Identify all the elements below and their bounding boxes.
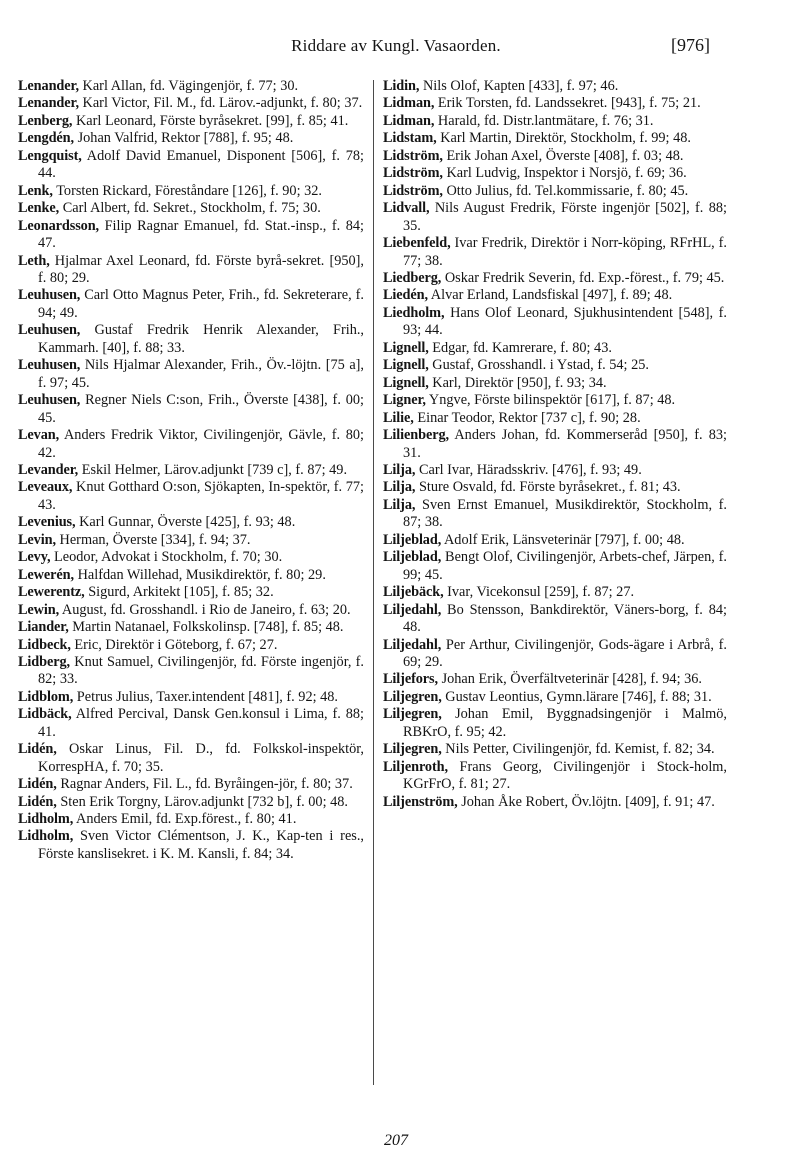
- entry-surname: Lidström,: [383, 165, 443, 182]
- entry-details: Bo Stensson, Bankdirektör, Väners-borg, f. 84; 48.: [403, 601, 727, 636]
- entry-details: Per Arthur, Civilingenjör, Gods-ägare i Arbrå, f. 69; 29.: [403, 636, 728, 670]
- register-entry: [18, 200, 364, 217]
- register-entry: [18, 392, 364, 427]
- entry-details: Herman, Överste [334], f. 94; 37.: [59, 531, 251, 548]
- entry-surname: Lidman,: [383, 112, 435, 129]
- entry-details: Carl Otto Magnus Peter, Frih., fd. Sekreterare, f. 94; 49.: [38, 287, 365, 321]
- entry-surname: Lidholm,: [18, 828, 74, 845]
- page-header: [18, 36, 774, 62]
- entry-surname: Levan,: [18, 427, 60, 444]
- entry-details: Johan Valfrid, Rektor [788], f. 95; 48.: [77, 130, 294, 147]
- register-entry: [383, 549, 727, 584]
- register-entry: [18, 619, 364, 636]
- entry-surname: Lidman,: [383, 95, 435, 112]
- entry-surname: Liljenroth,: [383, 758, 448, 775]
- register-entry: [18, 427, 364, 462]
- entry-details: Ivar, Vicekonsul [259], f. 87; 27.: [447, 584, 635, 601]
- register-entry: [18, 828, 364, 863]
- register-entry: [383, 637, 727, 672]
- entry-details: Karl, Direktör [950], f. 93; 34.: [432, 374, 607, 391]
- entry-details: Ragnar Anders, Fil. L., fd. Byråingen-jör, f. 80; 37.: [60, 776, 353, 793]
- register-entry: [383, 689, 727, 706]
- entry-surname: Lengquist,: [18, 147, 82, 164]
- entry-surname: Lidholm,: [18, 811, 74, 828]
- entry-surname: Leuhusen,: [18, 287, 81, 304]
- entry-surname: Lidberg,: [18, 653, 71, 670]
- entry-surname: Lenander,: [18, 95, 79, 112]
- register-entry: [383, 759, 727, 794]
- register-entry: [383, 706, 727, 741]
- entry-surname: Ligner,: [383, 392, 426, 409]
- entry-surname: Liljenström,: [383, 793, 458, 810]
- entry-surname: Lidström,: [383, 182, 443, 199]
- register-entry: [18, 794, 364, 811]
- register-entry: [18, 130, 364, 147]
- entry-surname: Liljebäck,: [383, 584, 444, 601]
- entry-details: Hans Olof Leonard, Sjukhusintendent [548], f. 93; 44.: [403, 304, 728, 339]
- entry-surname: Liljeblad,: [383, 531, 442, 548]
- register-entry: [18, 654, 364, 689]
- entry-surname: Lignell,: [383, 374, 429, 391]
- entry-surname: Liljegren,: [383, 688, 442, 705]
- register-entry: [383, 671, 727, 688]
- entry-details: Johan Emil, Byggnadsingenjör i Malmö, RBKrO, f. 95; 42.: [403, 706, 728, 740]
- entry-surname: Lidbeck,: [18, 636, 71, 653]
- entry-surname: Lengdén,: [18, 130, 75, 147]
- entry-details: Leodor, Advokat i Stockholm, f. 70; 30.: [54, 549, 283, 566]
- register-entry: [383, 410, 727, 427]
- register-entry: [18, 462, 364, 479]
- entry-details: Nils Petter, Civilingenjör, fd. Kemist, f. 82; 34.: [445, 741, 715, 758]
- register-entry: [18, 95, 364, 112]
- entry-details: Adolf Erik, Länsveterinär [797], f. 00; 48.: [443, 531, 685, 548]
- entry-details: Yngve, Förste bilinspektör [617], f. 87; 48.: [428, 392, 676, 409]
- entry-details: Hjalmar Axel Leonard, fd. Förste byrå-sekret. [950], f. 80; 29.: [38, 252, 364, 286]
- register-entry: [383, 148, 727, 165]
- entry-surname: Lidén,: [18, 776, 57, 793]
- register-entry: [383, 130, 727, 147]
- bracketed-page-number: [976]: [671, 35, 710, 55]
- entry-surname: Lidbäck,: [18, 706, 72, 723]
- register-entry: [18, 549, 364, 566]
- register-entry: [18, 637, 364, 654]
- register-entry: [18, 741, 364, 776]
- entry-details: Erik Torsten, fd. Landssekret. [943], f. 75; 21.: [437, 95, 701, 112]
- register-entry: [383, 497, 727, 532]
- entry-surname: Leuhusen,: [18, 322, 81, 339]
- entry-details: Alvar Erland, Landsfiskal [497], f. 89; 48.: [430, 287, 673, 304]
- entry-surname: Leth,: [18, 252, 50, 269]
- entry-details: Anders Johan, fd. Kommerseråd [950], f. 83; 31.: [403, 427, 727, 461]
- entry-surname: Levander,: [18, 461, 79, 478]
- register-entry: [383, 183, 727, 200]
- register-entry: [383, 305, 727, 340]
- entry-surname: Liljedahl,: [383, 636, 442, 653]
- entry-surname: Levenius,: [18, 514, 76, 531]
- register-entry: [18, 811, 364, 828]
- entry-details: Sigurd, Arkitekt [105], f. 85; 32.: [88, 584, 274, 601]
- register-entry: [383, 427, 727, 462]
- entry-details: Sture Osvald, fd. Förste byråsekret., f. 81; 43.: [418, 479, 681, 496]
- entry-surname: Levy,: [18, 549, 51, 566]
- entry-surname: Lilja,: [383, 461, 416, 478]
- entry-details: Torsten Rickard, Föreståndare [126], f. 90; 32.: [56, 182, 322, 199]
- entry-details: Halfdan Willehad, Musikdirektör, f. 80; 29.: [77, 566, 326, 583]
- register-entry: [18, 706, 364, 741]
- entry-details: Sven Victor Clémentson, J. K., Kap-ten i res., Förste kanslisekret. i K. M. Kansli, f. 84; 34.: [38, 828, 365, 862]
- entry-surname: Lewin,: [18, 601, 60, 618]
- entry-details: Karl Victor, Fil. M., fd. Lärov.-adjunkt, f. 80; 37.: [82, 95, 363, 112]
- entry-surname: Lenke,: [18, 200, 60, 217]
- entry-surname: Liljeblad,: [383, 549, 442, 566]
- entry-details: Nils Olof, Kapten [433], f. 97; 46.: [422, 78, 619, 94]
- entry-surname: Liljegren,: [383, 741, 442, 758]
- register-entry: [18, 218, 364, 253]
- entry-details: Gustaf, Grosshandl. i Ystad, f. 54; 25.: [432, 357, 649, 374]
- register-entry: [383, 95, 727, 112]
- entry-surname: Lidén,: [18, 741, 57, 758]
- entry-details: Adolf David Emanuel, Disponent [506], f. 78; 44.: [38, 147, 364, 182]
- entry-details: Knut Samuel, Civilingenjör, fd. Förste ingenjör, f. 82; 33.: [38, 653, 365, 688]
- running-title: Riddare av Kungl. Vasaorden.: [291, 36, 501, 55]
- register-entry: [383, 165, 727, 182]
- register-entry: [383, 479, 727, 496]
- entry-details: Edgar, fd. Kamrerare, f. 80; 43.: [432, 339, 612, 356]
- register-entry: [18, 567, 364, 584]
- entry-details: Erik Johan Axel, Överste [408], f. 03; 48.: [446, 147, 684, 164]
- entry-details: Frans Georg, Civilingenjör i Stock-holm, KGrFrO, f. 81; 27.: [403, 758, 727, 793]
- entry-surname: Levin,: [18, 531, 56, 548]
- register-entry: [383, 532, 727, 549]
- entry-details: Harald, fd. Distr.lantmätare, f. 76; 31.: [437, 112, 654, 129]
- entry-details: Karl Leonard, Förste byråsekret. [99], f. 85; 41.: [75, 112, 349, 129]
- entry-details: Carl Albert, fd. Sekret., Stockholm, f. 75; 30.: [62, 200, 321, 217]
- entry-details: Eskil Helmer, Lärov.adjunkt [739 c], f. 87; 49.: [81, 461, 348, 478]
- register-entry: [18, 479, 364, 514]
- register-entry: [18, 287, 364, 322]
- register-entry: [383, 357, 727, 374]
- register-entry: [18, 514, 364, 531]
- register-entry: [383, 235, 727, 270]
- entry-details: Anders Emil, fd. Exp.förest., f. 80; 41.: [76, 811, 297, 828]
- entry-surname: Lenk,: [18, 182, 53, 199]
- entry-surname: Lignell,: [383, 357, 429, 374]
- entry-details: Karl Ludvig, Inspektor i Norsjö, f. 69; 36.: [446, 165, 687, 182]
- entry-surname: Lilienberg,: [383, 427, 450, 444]
- register-entry: [383, 462, 727, 479]
- entry-details: Oskar Linus, Fil. D., fd. Folkskol-inspektör, KorrespHA, f. 70; 35.: [38, 741, 365, 775]
- entry-surname: Lignell,: [383, 339, 429, 356]
- entry-surname: Lidström,: [383, 147, 443, 164]
- entry-surname: Lilie,: [383, 409, 414, 426]
- entry-surname: Lidblom,: [18, 688, 74, 705]
- entry-surname: Lidin,: [383, 78, 420, 94]
- entry-details: Petrus Julius, Taxer.intendent [481], f. 92; 48.: [76, 688, 339, 705]
- entry-details: Gustaf Fredrik Henrik Alexander, Frih., Kammarh. [40], f. 88; 33.: [38, 322, 364, 356]
- entry-details: Carl Ivar, Häradsskriv. [476], f. 93; 49.: [418, 461, 642, 478]
- entry-details: Sven Ernst Emanuel, Musikdirektör, Stockholm, f. 87; 38.: [403, 496, 728, 531]
- left-column: [18, 78, 364, 863]
- register-entry: [383, 113, 727, 130]
- entry-surname: Lidvall,: [383, 200, 430, 217]
- entry-details: Otto Julius, fd. Tel.kommissarie, f. 80; 45.: [446, 182, 689, 199]
- register-entry: [383, 287, 727, 304]
- right-column: [383, 78, 727, 811]
- entry-surname: Lenberg,: [18, 112, 73, 129]
- entry-surname: Lidén,: [18, 793, 57, 810]
- entry-surname: Lewerentz,: [18, 584, 85, 601]
- entry-details: Sten Erik Torgny, Lärov.adjunkt [732 b], f. 00; 48.: [60, 793, 348, 810]
- entry-details: Martin Natanael, Folkskolinsp. [748], f. 85; 48.: [72, 619, 344, 636]
- entry-surname: Leuhusen,: [18, 357, 81, 374]
- entry-surname: Lilja,: [383, 479, 416, 496]
- entry-surname: Liander,: [18, 619, 69, 636]
- entry-surname: Lidstam,: [383, 130, 437, 147]
- register-entry: [383, 200, 727, 235]
- entry-details: Ivar Fredrik, Direktör i Norr-köping, RFrHL, f. 77; 38.: [403, 235, 727, 269]
- entry-surname: Lewerén,: [18, 566, 74, 583]
- register-entry: [18, 689, 364, 706]
- register-entry: [383, 270, 727, 287]
- entry-surname: Leuhusen,: [18, 392, 81, 409]
- entry-details: Karl Allan, fd. Vägingenjör, f. 77; 30.: [82, 78, 299, 94]
- register-entry: [383, 78, 727, 95]
- entry-surname: Leonardsson,: [18, 217, 100, 234]
- register-entry: [18, 113, 364, 130]
- register-entry: [383, 602, 727, 637]
- entry-surname: Liljefors,: [383, 671, 438, 688]
- register-entry: [383, 340, 727, 357]
- entry-details: Eric, Direktör i Göteborg, f. 67; 27.: [74, 636, 278, 653]
- register-entry: [18, 532, 364, 549]
- register-entry: [18, 584, 364, 601]
- entry-surname: Liljedahl,: [383, 601, 442, 618]
- register-entry: [18, 183, 364, 200]
- register-entry: [18, 148, 364, 183]
- entry-details: Johan Åke Robert, Öv.löjtn. [409], f. 91; 47.: [461, 793, 715, 810]
- entry-details: Regner Niels C:son, Frih., Överste [438], f. 00; 45.: [38, 392, 364, 426]
- entry-surname: Liebenfeld,: [383, 235, 451, 252]
- entry-details: Karl Martin, Direktör, Stockholm, f. 99; 48.: [440, 130, 691, 147]
- entry-details: Knut Gotthard O:son, Sjökapten, In-spektör, f. 77; 43.: [38, 479, 364, 513]
- entry-details: Gustav Leontius, Gymn.lärare [746], f. 88; 31.: [445, 688, 712, 705]
- footer-page-number: 207: [384, 1132, 408, 1149]
- entry-details: Nils Hjalmar Alexander, Frih., Öv.-löjtn. [75 a], f. 97; 45.: [38, 357, 364, 391]
- register-entry: [18, 322, 364, 357]
- entry-details: Filip Ragnar Emanuel, fd. Stat.-insp., f. 84; 47.: [38, 217, 365, 252]
- register-entry: [383, 794, 727, 811]
- register-entry: [383, 584, 727, 601]
- register-entry: [18, 776, 364, 793]
- entry-details: Alfred Percival, Dansk Gen.konsul i Lima, f. 88; 41.: [38, 706, 364, 740]
- entry-surname: Leveaux,: [18, 479, 73, 496]
- entry-surname: Liljegren,: [383, 706, 442, 723]
- entry-surname: Liedberg,: [383, 269, 442, 286]
- register-entry: [383, 375, 727, 392]
- entry-surname: Liedholm,: [383, 304, 445, 321]
- entry-details: Bengt Olof, Civilingenjör, Arbets-chef, Järpen, f. 99; 45.: [403, 549, 727, 583]
- entry-details: Nils August Fredrik, Förste ingenjör [502], f. 88; 35.: [403, 200, 727, 234]
- entry-details: August, fd. Grosshandl. i Rio de Janeiro, f. 63; 20.: [61, 601, 351, 618]
- entry-surname: Liedén,: [383, 287, 428, 304]
- register-entry: [18, 357, 364, 392]
- entry-details: Anders Fredrik Viktor, Civilingenjör, Gävle, f. 80; 42.: [38, 427, 364, 461]
- register-entry: [18, 78, 364, 95]
- register-entry: [18, 253, 364, 288]
- entry-surname: Lenander,: [18, 78, 79, 94]
- register-entry: [383, 741, 727, 758]
- register-entry: [18, 602, 364, 619]
- entry-details: Einar Teodor, Rektor [737 c], f. 90; 28.: [417, 409, 641, 426]
- entry-details: Johan Erik, Överfältveterinär [428], f. 94; 36.: [441, 671, 702, 688]
- entry-details: Oskar Fredrik Severin, fd. Exp.-förest., f. 79; 45.: [444, 269, 725, 286]
- entry-surname: Lilja,: [383, 496, 416, 513]
- register-entry: [383, 392, 727, 409]
- column-divider: [373, 80, 374, 1085]
- entry-details: Karl Gunnar, Överste [425], f. 93; 48.: [79, 514, 296, 531]
